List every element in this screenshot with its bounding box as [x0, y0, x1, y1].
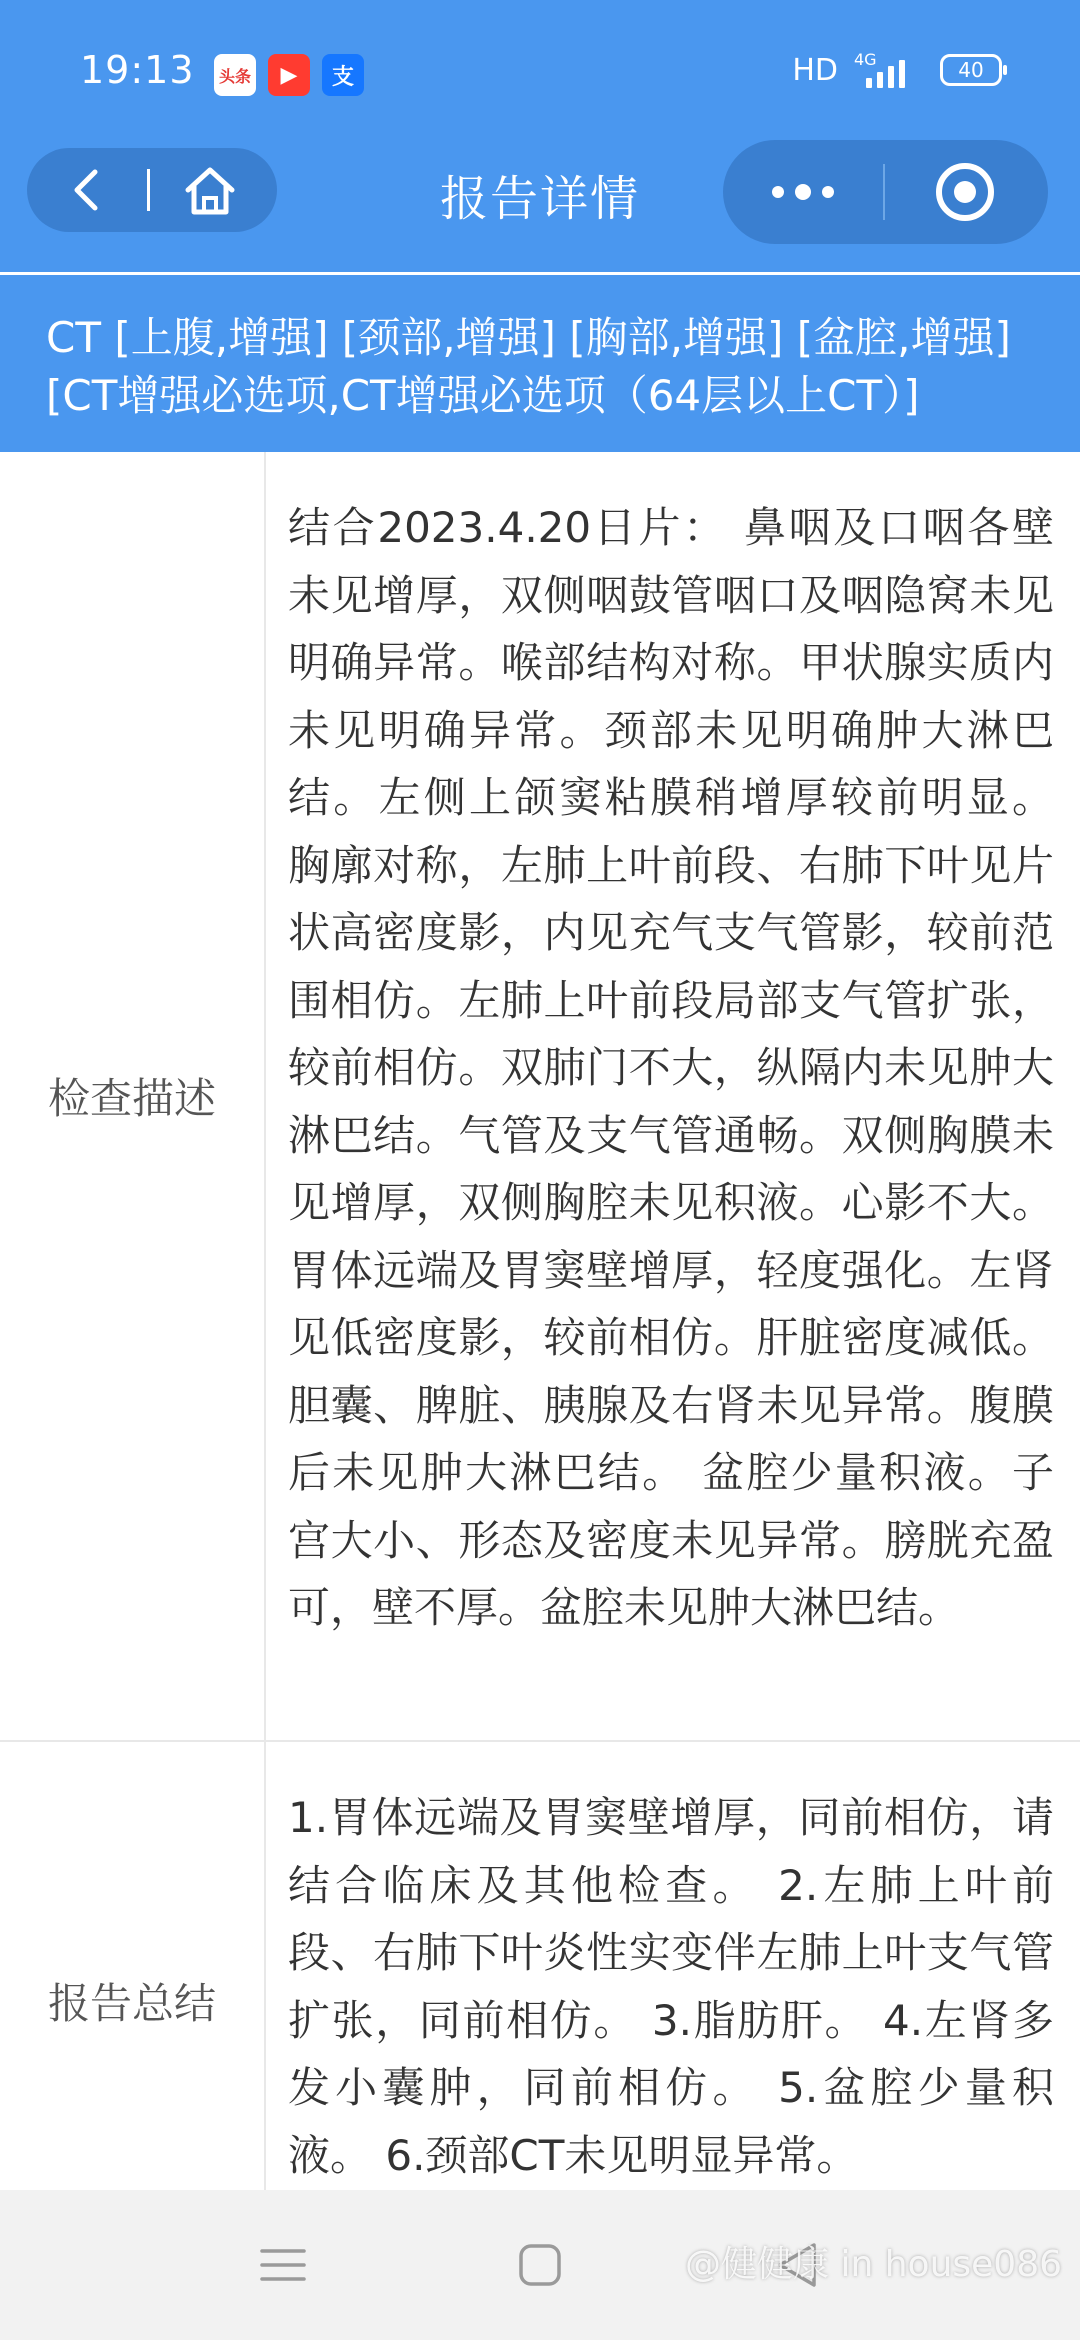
more-button[interactable]	[723, 140, 883, 244]
status-time: 19:13	[80, 48, 195, 92]
table-row-summary	[0, 1742, 1080, 2262]
toutiao-icon: 头条	[214, 54, 256, 96]
menu-lines-icon	[260, 2245, 306, 2285]
nav-capsule-right	[723, 140, 1048, 244]
row-value: 1.胃体远端及胃窦壁增厚，同前相仿，请结合临床及其他检查。 2.左肺上叶前段、右肺下叶炎性实变伴左肺上叶支气管扩张，同前相仿。 3.脂肪肝。 4.左肾多发小囊肿，同前相仿。 5.盆腔少量积液。 6.颈部CT未见明显异常。	[288, 1793, 1054, 2180]
target-circle-icon	[933, 160, 997, 224]
page-title: 报告详情	[439, 171, 640, 227]
network-type-label: 4G	[854, 50, 877, 69]
close-miniprogram-button[interactable]	[885, 140, 1045, 244]
row-label: 报告总结	[0, 1742, 266, 2260]
report-table	[0, 452, 1080, 2262]
row-label: 检查描述	[0, 452, 266, 1740]
system-home-button[interactable]	[495, 2230, 585, 2300]
table-row-description	[0, 452, 1080, 1742]
battery-icon	[940, 54, 1002, 86]
row-value: 结合2023.4.20日片： 鼻咽及口咽各壁未见增厚，双侧咽鼓管咽口及咽隐窝未见明确异常。喉部结构对称。甲状腺实质内未见明确异常。颈部未见明确肿大淋巴结。左侧上颌窦粘膜稍增厚较前明显。 胸廓对称，左肺上叶前段、右肺下叶见片状高密度影，内见充气支气管影，较前范围相仿。左肺上叶前段局部支气管扩张，较前相仿。双肺门不大，纵隔内未见肿大淋巴结。气管及支气管通畅。双侧胸膜未见增厚，双侧胸腔未见积液。心影不大。 胃体远端及胃窦壁增厚，轻度强化。左肾见低密度影，较前相仿。肝脏密度减低。胆囊、脾脏、胰腺及右肾未见异常。腹膜后未见肿大淋巴结。 盆腔少量积液。子宫大小、形态及密度未见异常。膀胱充盈可，壁不厚。盆腔未见肿大淋巴结。	[288, 503, 1054, 1632]
more-dots-icon	[768, 182, 838, 202]
exam-title-banner	[0, 272, 1080, 452]
notification-app-icons	[214, 54, 364, 96]
video-play-icon: ▶	[268, 54, 310, 96]
square-home-icon	[517, 2242, 563, 2288]
watermark: @健健康 in house086	[685, 2244, 1062, 2285]
top-header-area	[0, 0, 1080, 272]
status-indicators	[792, 50, 1002, 90]
status-bar	[0, 0, 1080, 140]
alipay-icon: 支	[322, 54, 364, 96]
signal-icon	[854, 50, 924, 90]
hd-indicator: HD	[792, 52, 838, 88]
exam-title: CT [上腹,增强] [颈部,增强] [胸部,增强] [盆腔,增强] [CT增强必选项,CT增强必选项（64层以上CT）]	[46, 313, 1011, 420]
recent-apps-button[interactable]	[238, 2230, 328, 2300]
battery-level: 40	[958, 58, 984, 82]
mini-program-nav-bar	[0, 140, 1080, 272]
